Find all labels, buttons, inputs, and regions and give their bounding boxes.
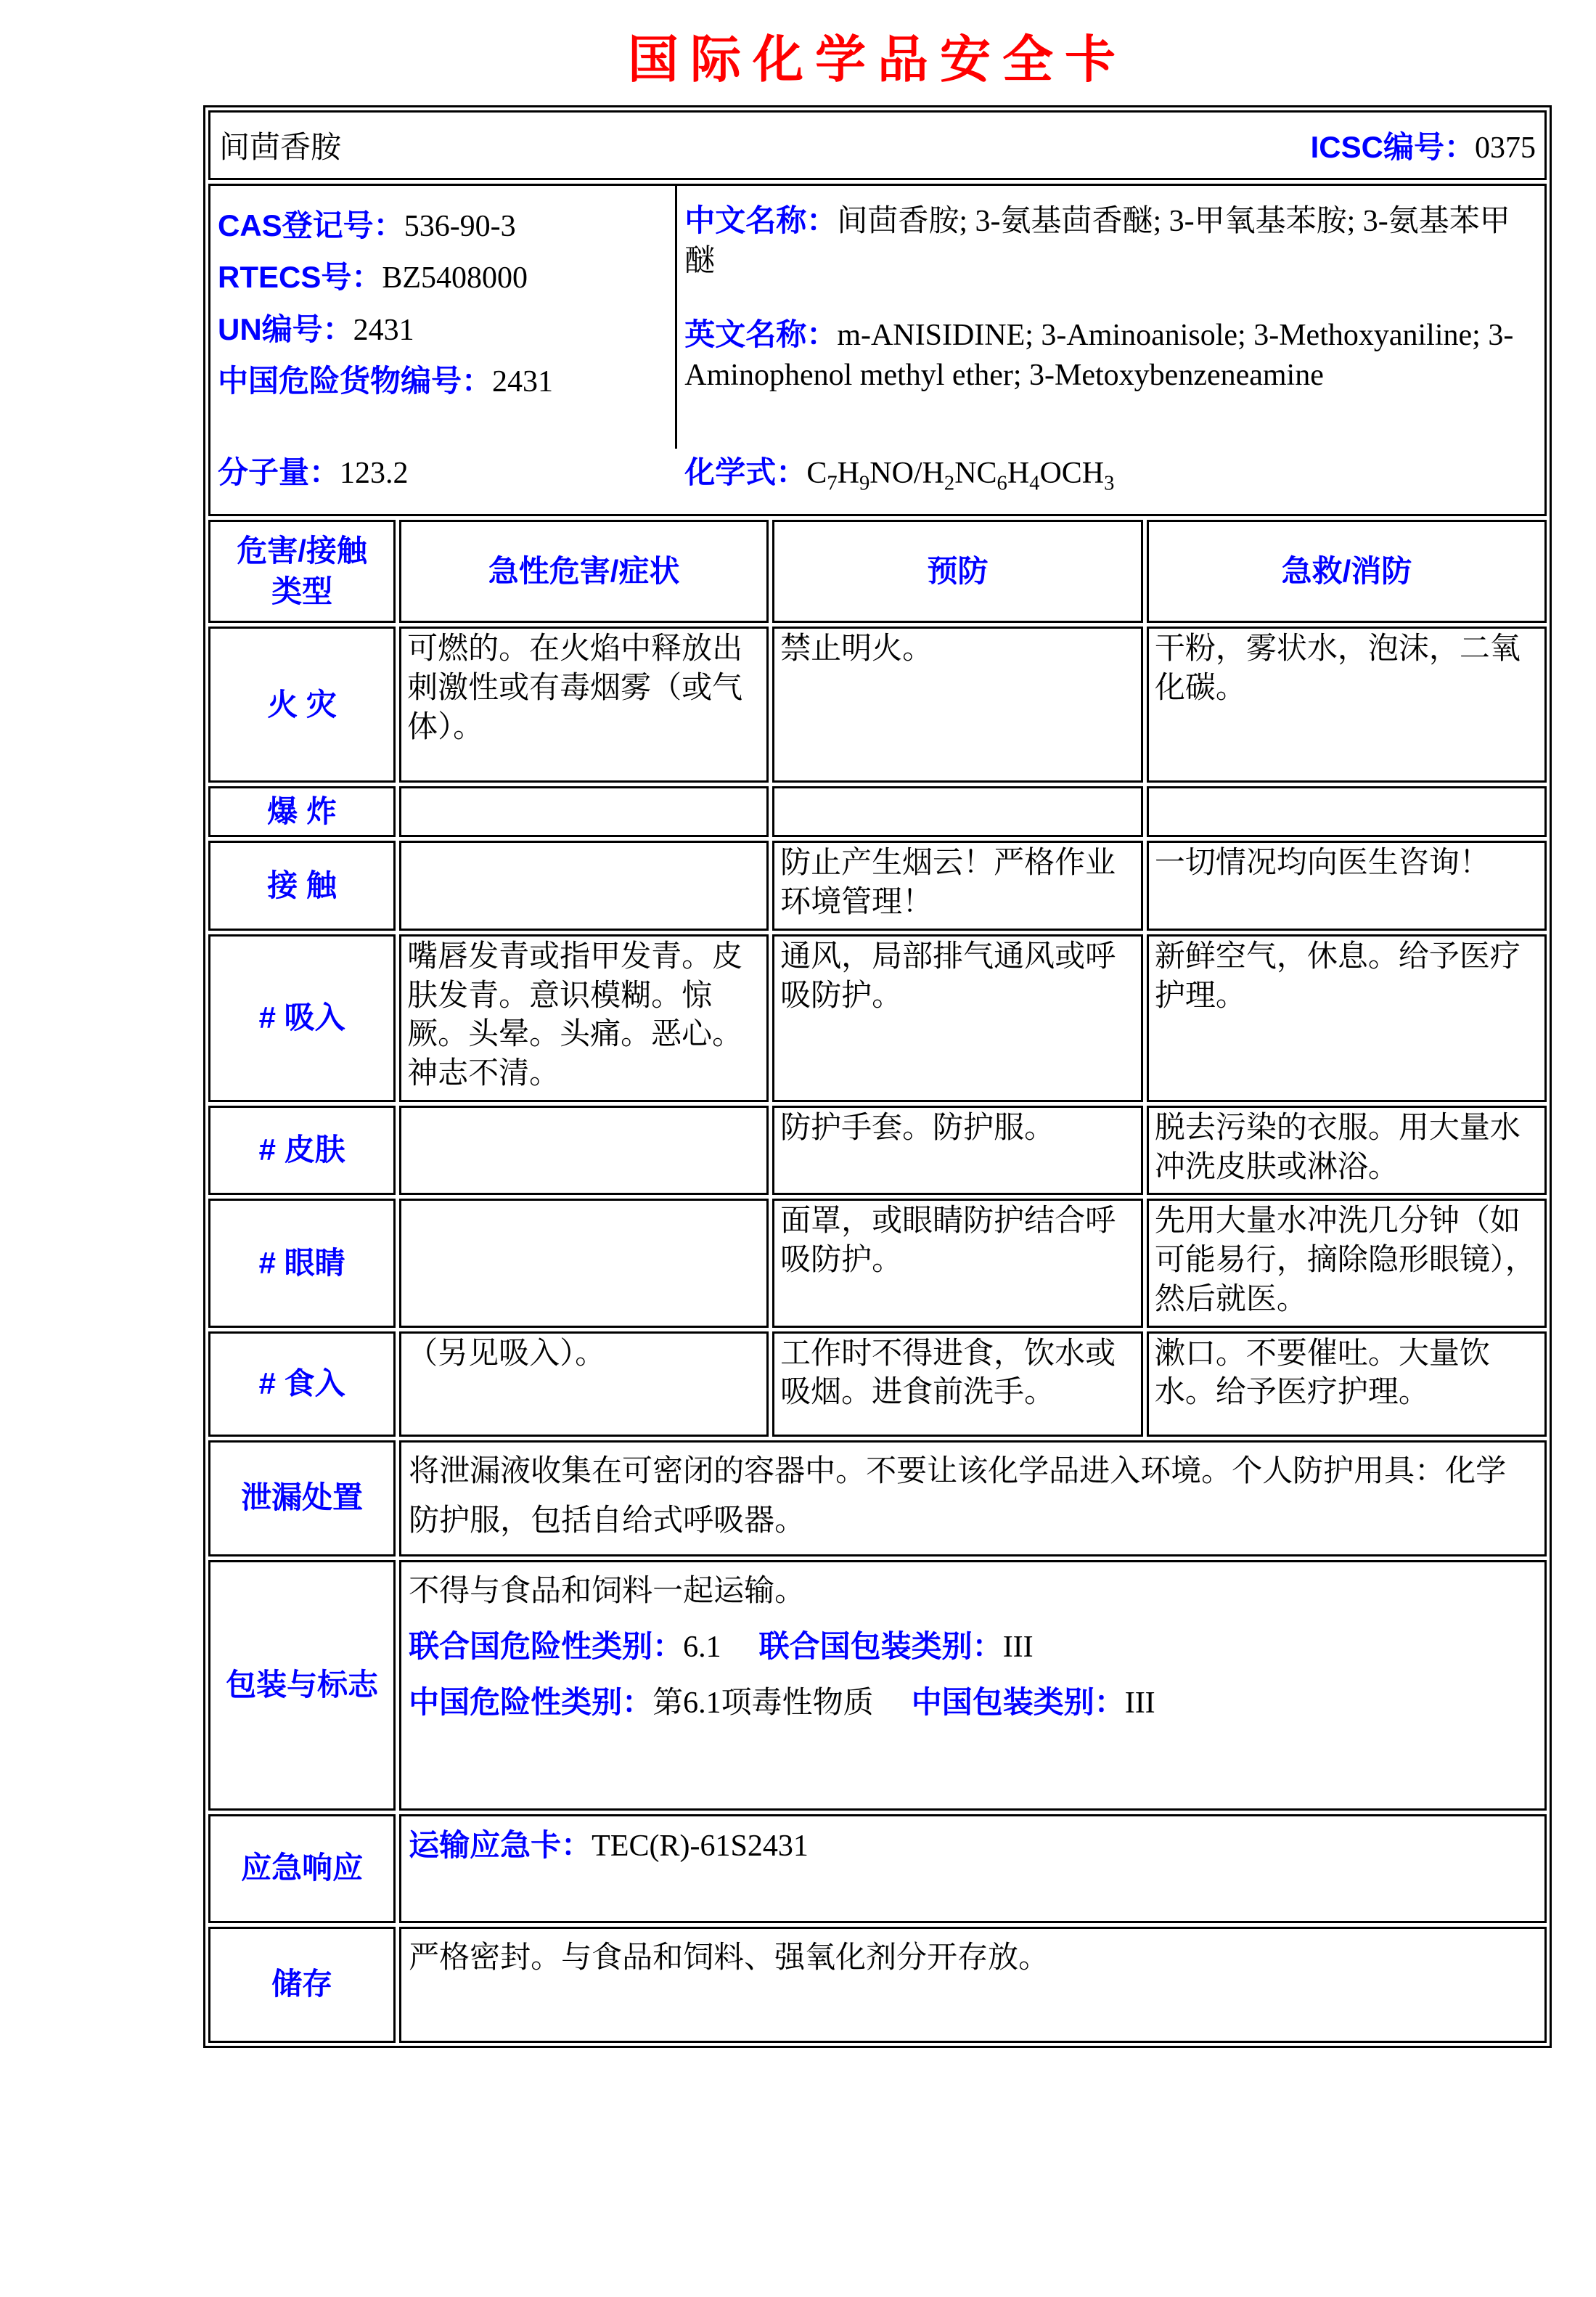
un-pack-group-label: 联合国包装类别： — [758, 1628, 1003, 1663]
spill-row-label: 泄漏处置 — [208, 1440, 396, 1557]
card-header-row — [208, 110, 1547, 180]
un-hazard-class-label: 联合国危险性类别： — [409, 1628, 684, 1663]
icsc-number-group — [1311, 123, 1536, 167]
eyes-symptom-cell — [399, 1199, 769, 1327]
fire-symptom-cell: 可燃的。在火焰中释放出刺激性或有毒烟雾（或气体）。 — [399, 627, 769, 783]
rtecs-value: BZ5408000 — [382, 261, 528, 295]
china-hazard-class-value: 第6.1项毒性物质 — [652, 1686, 874, 1720]
contact-symptom-cell — [399, 841, 769, 931]
china-pack-group-label: 中国包装类别： — [911, 1684, 1125, 1719]
icsc-number: 0375 — [1475, 131, 1536, 165]
english-names — [684, 314, 1534, 396]
identification-bottom — [210, 449, 1544, 514]
transport-emergency-card-label: 运输应急卡： — [409, 1827, 592, 1862]
chemical-formula — [677, 449, 1544, 495]
china-pack-group-value: III — [1124, 1686, 1155, 1720]
china-dg-number-row — [218, 356, 668, 407]
explosion-prevention-cell — [772, 786, 1143, 837]
chemical-formula-value: $C_7H_9NO/H_2NC_6H_4OCH_3$ — [806, 457, 1115, 495]
skin-prevention-cell: 防护手套。防护服。 — [772, 1106, 1143, 1196]
hazard-row-label-contact: 接 触 — [208, 841, 396, 931]
hazard-row-label-eyes: # 眼睛 — [208, 1199, 396, 1327]
chinese-names-label: 中文名称： — [684, 203, 838, 237]
eyes-prevention-cell: 面罩，或眼睛防护结合呼吸防护。 — [772, 1199, 1143, 1327]
spill-text-cell: 将泄漏液收集在可密闭的容器中。不要让该化学品进入环境。个人防护用具：化学防护服，包括自给式呼吸器。 — [399, 1440, 1547, 1557]
storage-text-cell: 严格密封。与食品和饲料、强氧化剂分开存放。 — [399, 1927, 1547, 2043]
un-number-row — [218, 304, 668, 356]
identification-top — [210, 186, 1544, 449]
contact-firstaid-cell: 一切情况均向医生咨询！ — [1147, 841, 1547, 931]
hazard-row-label-inhalation: # 吸入 — [208, 934, 396, 1102]
packaging-row-label: 包装与标志 — [208, 1560, 396, 1811]
un-number-label: UN编号： — [218, 311, 353, 346]
explosion-firstaid-cell — [1147, 786, 1547, 837]
un-number-value: 2431 — [353, 313, 414, 347]
ingestion-prevention-cell: 工作时不得进食，饮水或吸烟。进食前洗手。 — [772, 1331, 1143, 1437]
prevention-header: 预防 — [772, 520, 1143, 623]
eyes-firstaid-cell: 先用大量水冲洗几分钟（如可能易行，摘除隐形眼镜），然后就医。 — [1147, 1199, 1547, 1327]
firstaid-header: 急救/消防 — [1147, 520, 1547, 623]
icsc-label: ICSC编号： — [1310, 130, 1475, 164]
hazard-row-label-fire: 火 灾 — [208, 627, 396, 783]
english-names-label: 英文名称： — [684, 317, 838, 351]
skin-symptom-cell — [399, 1106, 769, 1196]
fire-firstaid-cell: 干粉，雾状水，泡沫，二氧化碳。 — [1147, 627, 1547, 783]
rtecs-row — [218, 252, 668, 303]
english-names-value: m-ANISIDINE; 3-Aminoanisole; 3-Methoxyaniline; 3-Aminophenol methyl ether; 3-Metoxybenzeneamine — [684, 318, 1514, 393]
un-classification-line — [409, 1622, 1534, 1672]
contact-prevention-cell: 防止产生烟云！严格作业环境管理！ — [772, 841, 1143, 931]
hazard-row-label-skin: # 皮肤 — [208, 1106, 396, 1196]
china-classification-line — [409, 1678, 1534, 1728]
safety-card — [203, 105, 1552, 2048]
chinese-names-value: 间茴香胺; 3-氨基茴香醚; 3-甲氧基苯胺; 3-氨基苯甲醚 — [684, 205, 1510, 279]
inhalation-firstaid-cell: 新鲜空气，休息。给予医疗护理。 — [1147, 934, 1547, 1102]
packaging-text-cell — [399, 1560, 1547, 1811]
molecular-weight — [210, 449, 677, 495]
transport-emergency-card-value: TEC(R)-61S2431 — [592, 1829, 809, 1863]
hazard-type-header: 危害/接触 类型 — [208, 520, 396, 623]
china-dg-number-value: 2431 — [492, 364, 554, 399]
cas-label: CAS登记号： — [218, 208, 404, 242]
molecular-weight-value: 123.2 — [340, 457, 409, 490]
rtecs-label: RTECS号： — [218, 260, 382, 295]
packaging-transport-note: 不得与食品和饲料一起运输。 — [409, 1574, 806, 1608]
hazard-row-label-explosion: 爆 炸 — [208, 786, 396, 837]
un-hazard-class-value: 6.1 — [683, 1630, 721, 1664]
inhalation-symptom-cell: 嘴唇发青或指甲发青。皮肤发青。意识模糊。惊厥。头晕。头痛。恶心。神志不清。 — [399, 934, 769, 1102]
page-title: 国际化学品安全卡 — [628, 31, 1127, 88]
cas-value: 536-90-3 — [404, 210, 516, 243]
explosion-symptom-cell — [399, 786, 769, 837]
cas-row — [218, 200, 668, 252]
storage-row-label: 储存 — [208, 1927, 396, 2043]
chinese-names — [684, 200, 1534, 282]
hazard-table — [208, 520, 1547, 2042]
emergency-text-cell — [399, 1814, 1547, 1923]
substance-name: 间茴香胺 — [219, 131, 342, 165]
skin-firstaid-cell: 脱去污染的衣服。用大量水冲洗皮肤或淋浴。 — [1147, 1106, 1547, 1196]
inhalation-prevention-cell: 通风，局部排气通风或呼吸防护。 — [772, 934, 1143, 1102]
identification-block — [208, 184, 1547, 516]
ingestion-firstaid-cell: 漱口。不要催吐。大量饮水。给予医疗护理。 — [1147, 1331, 1547, 1437]
hazard-row-label-ingestion: # 食入 — [208, 1331, 396, 1437]
identifier-list — [210, 186, 677, 449]
ingestion-symptom-cell: （另见吸入）。 — [399, 1331, 769, 1437]
un-pack-group-value: III — [1002, 1630, 1034, 1664]
chemical-formula-label: 化学式： — [684, 455, 807, 489]
fire-prevention-cell: 禁止明火。 — [772, 627, 1143, 783]
china-hazard-class-label: 中国危险性类别： — [409, 1684, 653, 1719]
name-list — [677, 186, 1544, 449]
acute-hazard-header: 急性危害/症状 — [399, 520, 769, 623]
china-dg-number-label: 中国危险货物编号： — [218, 363, 493, 398]
molecular-weight-label: 分子量： — [218, 455, 340, 489]
emergency-row-label: 应急响应 — [208, 1814, 396, 1923]
